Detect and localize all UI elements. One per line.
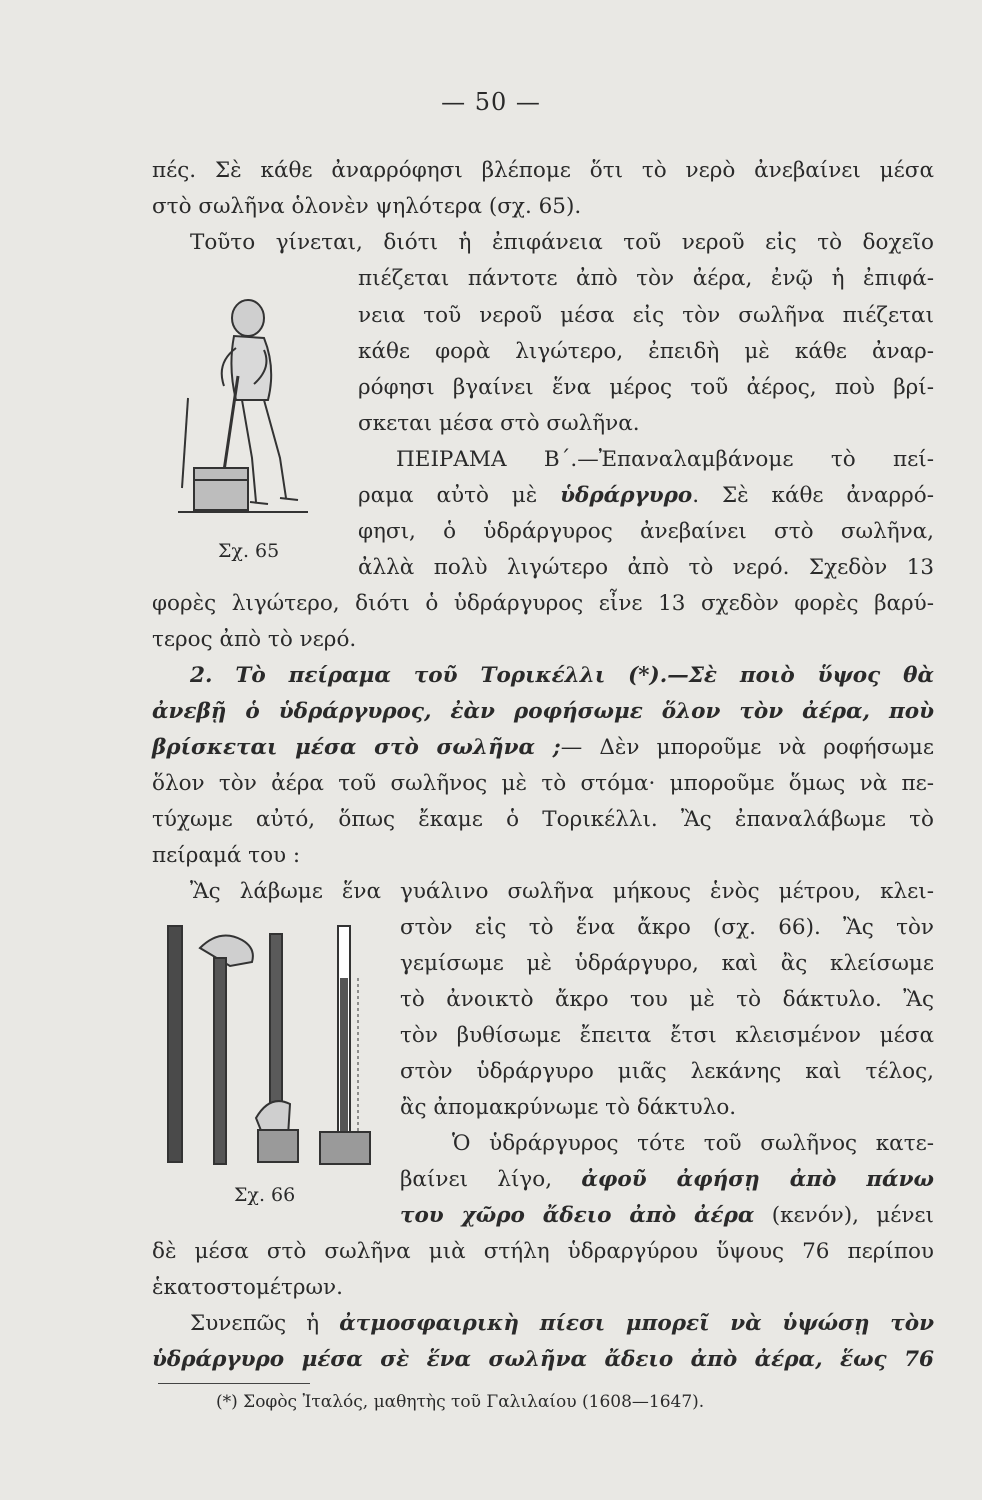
text-line: βαίνει λίγο, ἀφοῦ ἀφήσῃ ἀπὸ πάνω — [400, 1167, 934, 1192]
text-line: Συνεπῶς ἡ ἀτμοσφαιρικὴ πίεσι μπορεῖ νὰ ὑψώσῃ τὸν — [190, 1311, 934, 1336]
text-line: ἂς ἀπομακρύνωμε τὸ δάκτυλο. — [400, 1095, 737, 1120]
experiment-b-heading: ΠΕΙΡΑΜΑ Β΄.—Ἐπαναλαμβάνομε τὸ πεί- — [396, 447, 934, 472]
text-line: τὸ ἀνοικτὸ ἄκρο του μὲ τὸ δάκτυλο. Ἂς — [400, 987, 934, 1012]
text-line: στὸ σωλῆνα ὁλονὲν ψηλότερα (σχ. 65). — [152, 194, 582, 219]
text-line: Ὁ ὑδράργυρος τότε τοῦ σωλῆνος κατε- — [452, 1131, 934, 1156]
figure-66-caption: Σχ. 66 — [234, 1184, 296, 1206]
page-number: — 50 — — [441, 88, 541, 116]
text-line: φορὲς λιγώτερο, διότι ὁ ὑδράργυρος εἶνε 13 σχεδὸν φορὲς βαρύ- — [152, 591, 934, 616]
figure-65-caption: Σχ. 65 — [218, 540, 280, 562]
footnote: (*) Σοφὸς Ἰταλός, μαθητὴς τοῦ Γαλιλαίου (1608—1647). — [216, 1392, 705, 1412]
text-line: δὲ μέσα στὸ σωλῆνα μιὰ στήλη ὑδραργύρου ὕψους 76 περίπου — [152, 1239, 934, 1264]
text-line: ὅλον τὸν ἀέρα τοῦ σωλῆνος μὲ τὸ στόμα· μποροῦμε ὅμως νὰ πε- — [152, 771, 934, 796]
text-line: στὸν εἰς τὸ ἕνα ἄκρο (σχ. 66). Ἂς τὸν — [400, 915, 934, 940]
text-line: τὸν βυθίσωμε ἔπειτα ἔτσι κλεισμένον μέσα — [400, 1023, 934, 1048]
text-line: σκεται μέσα στὸ σωλῆνα. — [358, 411, 640, 436]
text-line: φησι, ὁ ὑδράργυρος ἀνεβαίνει στὸ σωλῆνα, — [358, 519, 934, 544]
section-heading: 2. Τὸ πείραμα τοῦ Τορικέλλι (*).—Σὲ ποιὸ ὕψος θὰ — [190, 663, 934, 688]
mercury-emphasis: ὑδράργυρο — [560, 483, 693, 508]
text-line: ὑδράργυρο μέσα σὲ ἕνα σωλῆνα ἄδειο ἀπὸ ἀέρα, ἕως 76 — [152, 1347, 934, 1372]
text-line: νεια τοῦ νεροῦ μέσα εἰς τὸν σωλῆνα πιέζεται — [358, 303, 934, 328]
text-line: ρόφησι βγαίνει ἕνα μέρος τοῦ ἀέρος, ποὺ βρί- — [358, 375, 934, 400]
text-line: γεμίσωμε μὲ ὑδράργυρο, καὶ ἂς κλείσωμε — [400, 951, 934, 976]
text-line: στὸν ὑδράργυρο μιᾶς λεκάνης καὶ τέλος, — [400, 1059, 934, 1084]
text-line: πές. Σὲ κάθε ἀναρρόφησι βλέπομε ὅτι τὸ νερὸ ἀνεβαίνει μέσα — [152, 158, 934, 183]
text-line: τερος ἀπὸ τὸ νερό. — [152, 627, 357, 652]
footnote-rule — [158, 1383, 310, 1384]
text-line: ἑκατοστομέτρων. — [152, 1275, 343, 1300]
figure-65-illustration — [168, 288, 328, 528]
text-line: πιέζεται πάντοτε ἀπὸ τὸν ἀέρα, ἐνῷ ἡ ἐπιφά- — [358, 266, 934, 291]
text-line: ραμα αὐτὸ μὲ ὑδράργυρο. Σὲ κάθε ἀναρρό- — [358, 483, 934, 508]
figure-66-illustration — [160, 918, 385, 1173]
text-line: ἀλλὰ πολὺ λιγώτερο ἀπὸ τὸ νερό. Σχεδὸν 13 — [358, 555, 934, 580]
text-line: τύχωμε αὐτό, ὅπως ἔκαμε ὁ Τορικέλλι. Ἂς ἐπαναλάβωμε τὸ — [152, 807, 934, 832]
text-line: πείραμά του : — [152, 843, 301, 868]
text-line: ἀνεβῇ ὁ ὑδράργυρος, ἐὰν ροφήσωμε ὅλον τὸν ἀέρα, ποὺ — [152, 699, 934, 724]
text-line: κάθε φορὰ λιγώτερο, ἐπειδὴ μὲ κάθε ἀναρ- — [358, 339, 934, 364]
text-line: βρίσκεται μέσα στὸ σωλῆνα ;— Δὲν μποροῦμε νὰ ροφήσωμε — [152, 735, 934, 760]
text-line: Ἂς λάβωμε ἕνα γυάλινο σωλῆνα μήκους ἑνὸς μέτρου, κλει- — [190, 879, 934, 904]
text-line: Τοῦτο γίνεται, διότι ἡ ἐπιφάνεια τοῦ νεροῦ εἰς τὸ δοχεῖο — [190, 230, 934, 255]
text-line: του χῶρο ἄδειο ἀπὸ ἀέρα (κενόν), μένει — [400, 1203, 934, 1228]
